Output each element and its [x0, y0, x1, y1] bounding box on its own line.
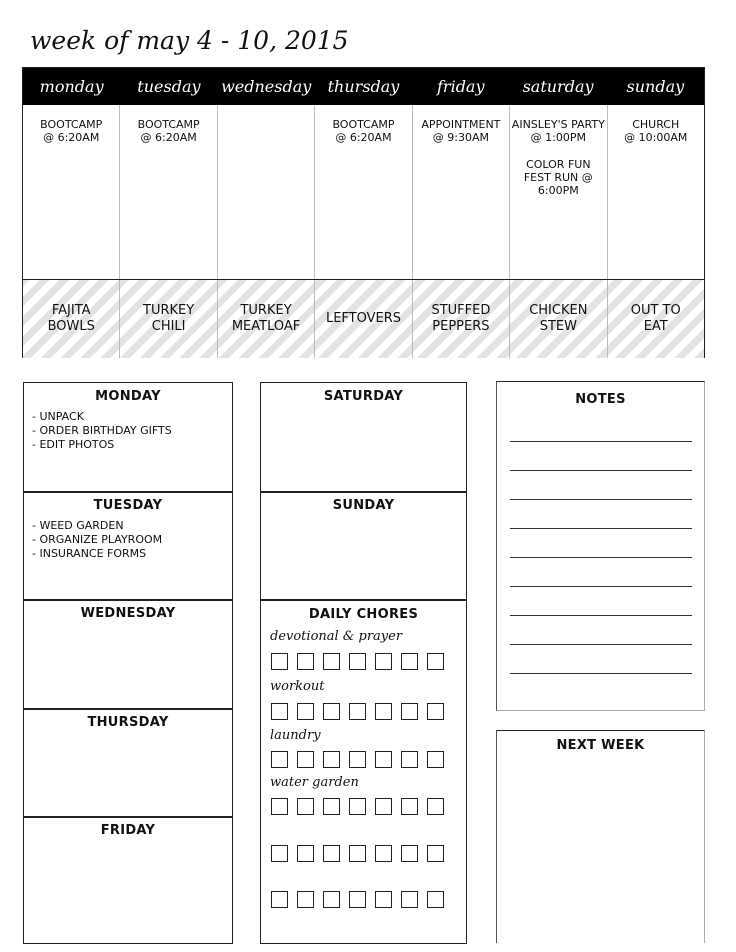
meal-friday: STUFFED PEPPERS: [413, 280, 510, 358]
meal-saturday: CHICKEN STEW: [510, 280, 607, 358]
page-title: week of may 4 - 10, 2015: [30, 26, 349, 55]
chore-label-workout: workout: [270, 679, 325, 694]
sunday-heading: SUNDAY: [332, 498, 395, 513]
calendar-event: BOOTCAMP @ 6:20AM: [137, 118, 200, 144]
day-column-wednesday: [218, 105, 315, 279]
calendar-event: BOOTCAMP @ 6:20AM: [40, 118, 103, 144]
day-column-friday: [413, 105, 510, 279]
chore-checkbox[interactable]: [401, 891, 418, 908]
note-line: [510, 673, 692, 674]
chore-checkbox[interactable]: [323, 798, 340, 815]
day-header-saturday: saturday: [522, 77, 594, 96]
calendar-event: AINSLEY'S PARTY @ 1:00PM: [511, 118, 605, 144]
chore-checkbox[interactable]: [427, 751, 444, 768]
chore-checkbox[interactable]: [349, 751, 366, 768]
chore-checkbox[interactable]: [427, 798, 444, 815]
daily-chores-box: [260, 599, 467, 944]
chore-checkbox[interactable]: [271, 703, 288, 720]
meal-thursday: LEFTOVERS: [315, 280, 412, 358]
list-item: - INSURANCE FORMS: [32, 547, 147, 560]
day-header-thursday: thursday: [327, 77, 400, 96]
next-week-box: [496, 730, 705, 943]
day-header-monday: monday: [39, 77, 104, 96]
saturday-heading: SATURDAY: [323, 389, 404, 404]
chore-checkbox[interactable]: [401, 751, 418, 768]
note-line: [510, 528, 692, 529]
chore-checkbox[interactable]: [401, 798, 418, 815]
chore-checkbox[interactable]: [297, 653, 314, 670]
meal-monday: FAJITA BOWLS: [23, 280, 120, 358]
chore-checkbox[interactable]: [427, 703, 444, 720]
chore-checkbox[interactable]: [375, 751, 392, 768]
chore-checkbox[interactable]: [349, 798, 366, 815]
chore-checkbox[interactable]: [375, 798, 392, 815]
saturday-box: [260, 382, 467, 493]
chore-checkbox-row: [271, 798, 444, 815]
chore-checkbox[interactable]: [427, 653, 444, 670]
list-item: - EDIT PHOTOS: [32, 438, 115, 451]
note-line: [510, 499, 692, 500]
chore-checkbox[interactable]: [271, 751, 288, 768]
list-item: - UNPACK: [32, 410, 84, 423]
chore-checkbox[interactable]: [375, 845, 392, 862]
chore-label-water-garden: water garden: [270, 775, 359, 790]
note-line: [510, 557, 692, 558]
chore-checkbox[interactable]: [297, 798, 314, 815]
calendar-event: COLOR FUN FEST RUN @ 6:00PM: [523, 158, 593, 197]
day-header-friday: friday: [437, 77, 485, 96]
chore-checkbox[interactable]: [271, 653, 288, 670]
chore-checkbox[interactable]: [297, 703, 314, 720]
thursday-box: [23, 708, 233, 818]
chore-checkbox[interactable]: [401, 703, 418, 720]
chore-checkbox[interactable]: [349, 845, 366, 862]
meal-tuesday: TURKEY CHILI: [120, 280, 217, 358]
chore-checkbox[interactable]: [349, 891, 366, 908]
note-line: [510, 615, 692, 616]
chore-checkbox-row: [271, 751, 444, 768]
note-line: [510, 586, 692, 587]
tuesday-task-list: [32, 519, 232, 561]
chore-checkbox[interactable]: [271, 845, 288, 862]
chore-checkbox[interactable]: [271, 891, 288, 908]
friday-box: [23, 816, 233, 944]
wednesday-box: [23, 599, 233, 710]
day-header-wednesday: wednesday: [221, 77, 312, 96]
chore-checkbox[interactable]: [297, 751, 314, 768]
list-item: - ORDER BIRTHDAY GIFTS: [32, 424, 172, 437]
weekday-header-row: [23, 68, 704, 105]
daily-chores-heading: DAILY CHORES: [308, 607, 419, 622]
chore-checkbox-row: [271, 845, 444, 862]
chore-checkbox[interactable]: [375, 653, 392, 670]
chore-checkbox[interactable]: [349, 703, 366, 720]
chore-checkbox[interactable]: [271, 798, 288, 815]
day-header-sunday: sunday: [626, 77, 685, 96]
weekly-calendar: [22, 67, 705, 358]
day-column-sunday: [608, 105, 704, 279]
meal-wednesday: TURKEY MEATLOAF: [218, 280, 315, 358]
chore-checkbox[interactable]: [323, 703, 340, 720]
sunday-box: [260, 491, 467, 601]
day-column-thursday: [315, 105, 412, 279]
day-column-tuesday: [120, 105, 217, 279]
monday-heading: MONDAY: [95, 389, 161, 404]
day-header-tuesday: tuesday: [137, 77, 201, 96]
meal-sunday: OUT TO EAT: [630, 303, 681, 334]
tuesday-heading: TUESDAY: [93, 498, 163, 513]
chore-checkbox[interactable]: [323, 845, 340, 862]
calendar-event: APPOINTMENT @ 9:30AM: [421, 118, 501, 144]
chore-checkbox[interactable]: [323, 891, 340, 908]
chore-checkbox[interactable]: [375, 891, 392, 908]
chore-checkbox-row: [271, 653, 444, 670]
chore-checkbox[interactable]: [323, 751, 340, 768]
list-item: - WEED GARDEN: [32, 519, 124, 532]
meal-plan-row: [23, 279, 704, 358]
day-column-saturday: [510, 105, 607, 279]
monday-task-list: [32, 410, 232, 452]
chore-checkbox[interactable]: [401, 845, 418, 862]
chore-checkbox-row: [271, 703, 444, 720]
chore-checkbox-row: [271, 891, 444, 908]
chore-label-devotional: devotional & prayer: [270, 629, 403, 644]
note-line: [510, 644, 692, 645]
notes-heading: NOTES: [575, 392, 626, 407]
chore-checkbox[interactable]: [349, 653, 366, 670]
monday-box: [23, 382, 233, 493]
friday-heading: FRIDAY: [100, 823, 156, 838]
notes-box: [496, 381, 705, 711]
chore-checkbox[interactable]: [323, 653, 340, 670]
thursday-heading: THURSDAY: [87, 715, 169, 730]
list-item: - ORGANIZE PLAYROOM: [32, 533, 163, 546]
calendar-event: BOOTCAMP @ 6:20AM: [332, 118, 395, 144]
next-week-heading: NEXT WEEK: [556, 738, 645, 753]
chore-checkbox[interactable]: [297, 845, 314, 862]
day-column-monday: [23, 105, 120, 279]
chore-checkbox[interactable]: [401, 653, 418, 670]
chore-label-laundry: laundry: [270, 728, 321, 743]
chore-checkbox[interactable]: [427, 845, 444, 862]
calendar-event: CHURCH @ 10:00AM: [624, 118, 688, 144]
tuesday-box: [23, 491, 233, 601]
chore-checkbox[interactable]: [375, 703, 392, 720]
events-row: [23, 105, 704, 279]
note-line: [510, 470, 692, 471]
note-line: [510, 441, 692, 442]
chore-checkbox[interactable]: [427, 891, 444, 908]
wednesday-heading: WEDNESDAY: [80, 606, 176, 621]
chore-checkbox[interactable]: [297, 891, 314, 908]
